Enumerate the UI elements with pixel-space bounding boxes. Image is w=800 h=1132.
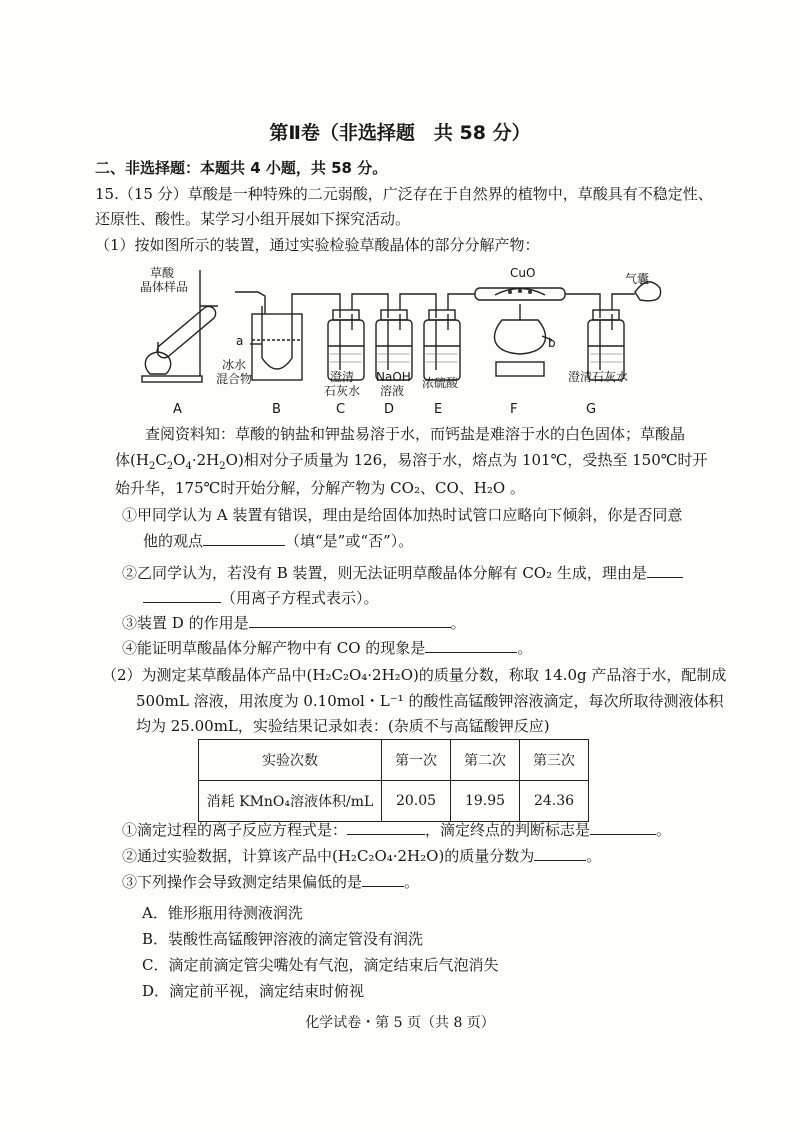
label-naoh-1: NaOH <box>376 370 411 384</box>
label-limewater-c1: 澄清 <box>330 370 355 384</box>
section-heading: 二、非选择题：本题共 4 小题，共 58 分。 <box>95 159 388 177</box>
q15-intro-line2: 还原性、酸性。某学习小组开展如下探究活动。 <box>95 210 411 228</box>
u-tube-b <box>262 306 292 369</box>
label-letter-b: B <box>272 402 281 417</box>
burner-f <box>495 320 546 354</box>
beaker-b <box>252 314 302 380</box>
part2-line1: （2）为测定某草酸晶体产品中(H₂C₂O₄·2H₂O)的质量分数，称取 14.0g 产品溶于水，配制成 <box>102 666 727 684</box>
label-sample-2: 晶体样品 <box>140 280 189 294</box>
label-letter-a: A <box>173 402 182 417</box>
apparatus-diagram <box>130 262 670 417</box>
page-footer: 化学试卷・第 5 页（共 8 页） <box>305 1015 495 1031</box>
label-h2so4: 浓硫酸 <box>422 376 459 390</box>
answer-blank-4[interactable] <box>425 638 517 653</box>
q4-prompt: ④能证明草酸晶体分解产物中有 CO 的现象是 <box>122 639 426 657</box>
stand-base <box>142 376 202 382</box>
label-a: a <box>236 334 244 348</box>
q1-line1: ①甲同学认为 A 装置有错误，理由是给固体加热时试管口应略向下倾斜，你是否同意 <box>122 506 683 524</box>
table-header-row <box>199 740 589 781</box>
q4-line: ④能证明草酸晶体分解产物中有 CO 的现象是 。 <box>122 639 533 657</box>
table-header-cell: 第一次 <box>382 740 451 781</box>
t1-prompt: ①滴定过程的离子反应方程式是： <box>122 821 348 839</box>
label-cuo: CuO <box>510 266 536 280</box>
label-gas-bag: 气囊 <box>625 272 650 286</box>
table-cell: 20.05 <box>382 781 451 822</box>
label-letter-g: G <box>586 402 597 417</box>
label-letter-f: F <box>510 402 518 417</box>
t1-line: ①滴定过程的离子反应方程式是： ，滴定终点的判断标志是 。 <box>122 821 672 839</box>
t2-line: ②通过实验数据，计算该产品中(H₂C₂O₄·2H₂O)的质量分数为 。 <box>122 847 602 865</box>
answer-blank-2a[interactable] <box>647 563 683 578</box>
part2-line3: 均为 25.00mL，实验结果记录如表：(杂质不与高锰酸钾反应) <box>136 717 550 735</box>
answer-blank-2b[interactable] <box>143 588 221 603</box>
t3-prompt: ③下列操作会导致测定结果偏低的是 <box>122 873 363 891</box>
q1-hint: （填“是”或“否”）。 <box>285 532 414 550</box>
label-limewater-c2: 石灰水 <box>324 384 361 398</box>
results-table <box>198 739 589 822</box>
answer-blank-t2[interactable] <box>534 846 586 861</box>
table-row-label: 消耗 KMnO₄溶液体积/mL <box>199 781 382 822</box>
q15-part1-prompt: （1）按如图所示的装置，通过实验检验草酸晶体的部分分解产物： <box>95 236 540 254</box>
table-header-cell: 实验次数 <box>199 740 382 781</box>
table-cell: 19.95 <box>451 781 520 822</box>
q15-intro-line1: 15.（15 分）草酸是一种特殊的二元弱酸，广泛存在于自然界的植物中，草酸具有不稳定性、 <box>95 185 713 203</box>
info-line2-prefix: 体(H <box>115 451 149 469</box>
label-ice-1: 冰水 <box>222 358 247 372</box>
option-d[interactable]: D．滴定前平视，滴定结束时俯视 <box>142 982 365 1000</box>
info-line2: 体$(H_2C_2O_4\cdot 2H_2O)$相对分子质量为 126，易溶于水，熔点为 101℃，受热至 150℃时开 <box>115 451 708 472</box>
tilted-test-tube <box>154 304 218 361</box>
q3-line: ③装置 D 的作用是 。 <box>122 614 466 632</box>
bottle-e <box>424 320 460 380</box>
q3-prompt: ③装置 D 的作用是 <box>122 614 249 632</box>
answer-blank-t1a[interactable] <box>347 820 425 835</box>
page-title: 第Ⅱ卷（非选择题 共 58 分） <box>269 122 531 144</box>
info-line3: 始升华，175℃时开始分解，分解产物为 CO₂、CO、H₂O 。 <box>115 479 525 497</box>
label-letter-e: E <box>434 402 443 417</box>
t2-prompt: ②通过实验数据，计算该产品中(H₂C₂O₄·2H₂O)的质量分数为 <box>122 847 535 865</box>
option-c[interactable]: C．滴定前滴定管尖嘴处有气泡，滴定结束后气泡消失 <box>142 956 499 974</box>
label-b: b <box>548 336 556 350</box>
option-b[interactable]: B．装酸性高锰酸钾溶液的滴定管没有润洗 <box>142 930 424 948</box>
option-a[interactable]: A．锥形瓶用待测液润洗 <box>142 904 303 922</box>
t3-line: ③下列操作会导致测定结果偏低的是 。 <box>122 873 420 891</box>
label-naoh-2: 溶液 <box>380 384 405 398</box>
label-limewater-g: 澄清石灰水 <box>568 370 629 384</box>
table-row <box>199 781 589 822</box>
burner-stand-f <box>496 362 544 376</box>
q2-line1 <box>122 562 683 584</box>
label-sample-1: 草酸 <box>150 266 175 280</box>
label-ice-2: 混合物 <box>216 372 253 386</box>
answer-blank-t3[interactable] <box>362 872 404 887</box>
t1-prompt-2: ，滴定终点的判断标志是 <box>425 821 591 839</box>
label-letter-d: D <box>384 402 395 417</box>
answer-blank-1[interactable] <box>203 531 285 546</box>
q2-prompt: ②乙同学认为，若没有 B 装置，则无法证明草酸晶体分解有 CO₂ 生成，理由是 <box>122 564 647 582</box>
table-cell: 24.36 <box>520 781 589 822</box>
q2-hint: （用离子方程式表示）。 <box>221 589 379 607</box>
table-header-cell: 第三次 <box>520 740 589 781</box>
answer-blank-3[interactable] <box>249 613 451 628</box>
q1-prompt: 他的观点 <box>143 532 204 550</box>
q1-line2 <box>143 530 413 552</box>
table-header-cell: 第二次 <box>451 740 520 781</box>
part2-line2: 500mL 溶液，用浓度为 0.10mol・L⁻¹ 的酸性高锰酸钾溶液滴定，每次所取待测液体积 <box>136 692 724 710</box>
info-line2-suffix: 相对分子质量为 126，易溶于水，熔点为 101℃，受热至 150℃时开 <box>243 451 708 469</box>
q2-line2 <box>143 587 379 609</box>
label-letter-c: C <box>336 402 346 417</box>
info-line1: 查阅资料知：草酸的钠盐和钾盐易溶于水，而钙盐是难溶于水的白色固体；草酸晶 <box>145 425 686 443</box>
answer-blank-t1b[interactable] <box>590 820 656 835</box>
